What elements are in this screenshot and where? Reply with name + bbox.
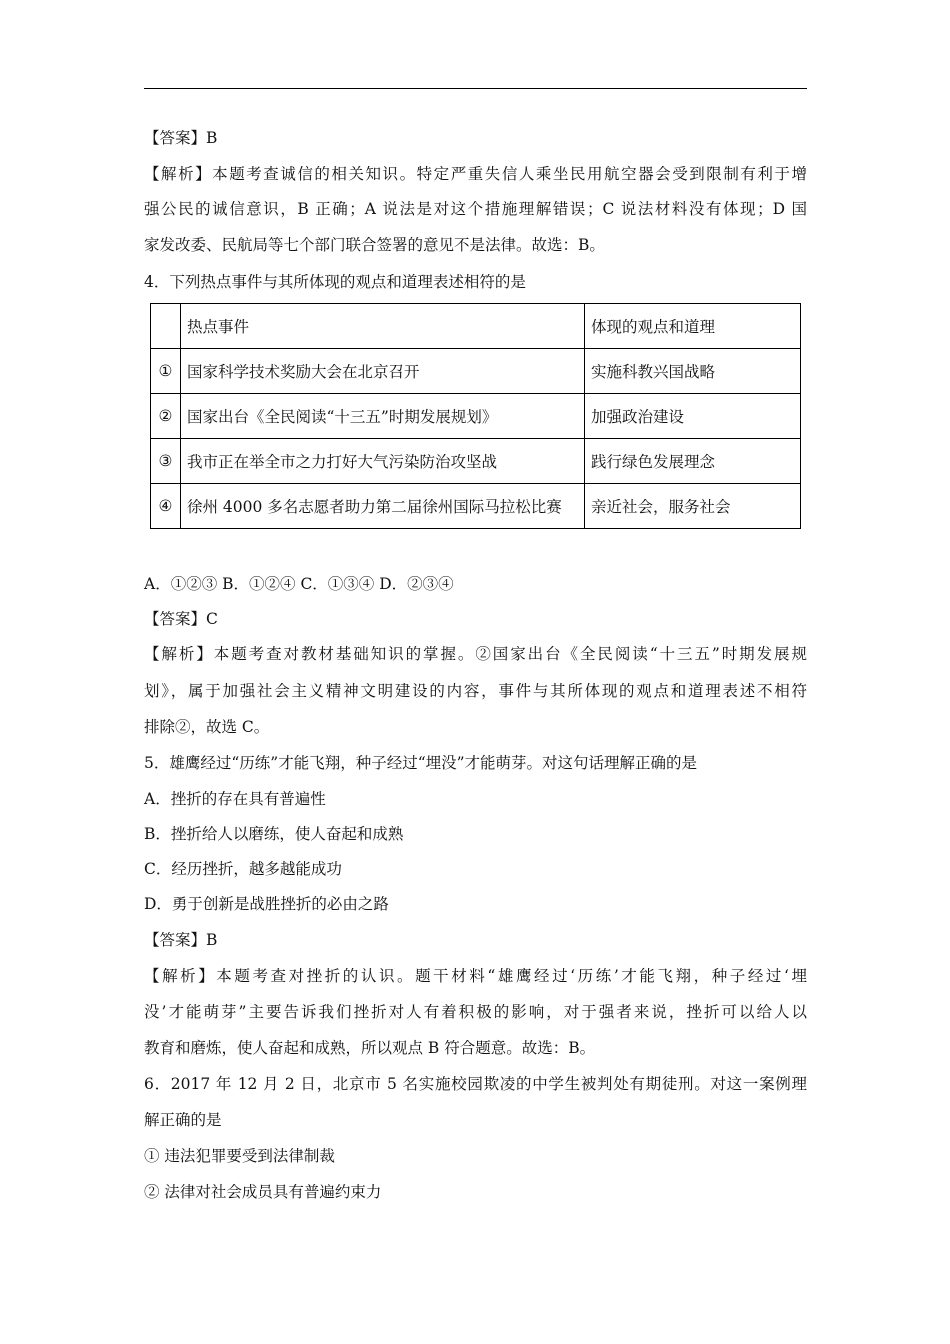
q5-option-c: C．经历挫折，越多越能成功 (144, 860, 342, 878)
q6-item-2: ② 法律对社会成员具有普遍约束力 (144, 1183, 382, 1201)
q3-analysis-line-2: 强公民的诚信意识，B 正确；A 说法是对这个措施理解错误；C 说法材料没有体现；D 国 (144, 200, 807, 218)
q5-analysis-line-3: 教育和磨炼，使人奋起和成熟，所以观点 B 符合题意。故选：B。 (144, 1039, 596, 1057)
header-rule (144, 88, 807, 89)
q5-answer: 【答案】B (144, 931, 218, 949)
table-cell-principle: 亲近社会，服务社会 (585, 484, 801, 529)
table-cell-number: ① (151, 349, 181, 394)
q6-item-1: ① 违法犯罪要受到法律制裁 (144, 1147, 335, 1165)
table-row (151, 349, 801, 394)
table-cell-event: 徐州 4000 多名志愿者助力第二届徐州国际马拉松比赛 (181, 484, 585, 529)
q5-option-a: A．挫折的存在具有普遍性 (144, 790, 326, 808)
q5-option-d: D．勇于创新是战胜挫折的必由之路 (144, 895, 389, 913)
table-cell-number: ③ (151, 439, 181, 484)
table-row (151, 394, 801, 439)
q4-analysis-line-2: 划》，属于加强社会主义精神文明建设的内容，事件与其所体现的观点和道理表述不相符 (144, 682, 807, 700)
q6-stem-line-1: 6．2017 年 12 月 2 日，北京市 5 名实施校园欺凌的中学生被判处有期徒刑。对这一案例理 (144, 1075, 807, 1093)
q6-stem-line-2: 解正确的是 (144, 1111, 222, 1129)
q4-answer: 【答案】C (144, 610, 218, 628)
table-cell-principle: 践行绿色发展理念 (585, 439, 801, 484)
q3-answer: 【答案】B (144, 129, 218, 147)
q5-analysis-line-2: 没’才能萌芽”主要告诉我们挫折对人有着积极的影响，对于强者来说，挫折可以给人以 (144, 1003, 807, 1021)
q3-analysis-line-1: 【解析】本题考查诚信的相关知识。特定严重失信人乘坐民用航空器会受到限制有利于增 (144, 165, 807, 183)
q5-option-b: B．挫折给人以磨练，使人奋起和成熟 (144, 825, 404, 843)
q4-options: A．①②③ B．①②④ C．①③④ D．②③④ (144, 575, 454, 593)
table-header-cell (151, 304, 181, 349)
table-header-cell: 体现的观点和道理 (585, 304, 801, 349)
table-cell-event: 国家科学技术奖励大会在北京召开 (181, 349, 585, 394)
table-cell-number: ④ (151, 484, 181, 529)
q4-analysis-line-1: 【解析】本题考查对教材基础知识的掌握。②国家出台《全民阅读“十三五”时期发展规 (144, 645, 807, 663)
q4-analysis-line-3: 排除②，故选 C。 (144, 718, 270, 736)
table-row (151, 484, 801, 529)
table-cell-number: ② (151, 394, 181, 439)
table-cell-principle: 实施科教兴国战略 (585, 349, 801, 394)
table-cell-principle: 加强政治建设 (585, 394, 801, 439)
q5-analysis-line-1: 【解析】本题考查对挫折的认识。题干材料“雄鹰经过‘历练’才能飞翔，种子经过‘埋 (144, 967, 807, 985)
q5-stem: 5．雄鹰经过“历练”才能飞翔，种子经过“埋没”才能萌芽。对这句话理解正确的是 (144, 754, 698, 772)
table-cell-event: 国家出台《全民阅读“十三五”时期发展规划》 (181, 394, 585, 439)
q4-table (150, 303, 801, 529)
table-cell-event: 我市正在举全市之力打好大气污染防治攻坚战 (181, 439, 585, 484)
table-header-cell: 热点事件 (181, 304, 585, 349)
table-row (151, 439, 801, 484)
table-header-row (151, 304, 801, 349)
q3-analysis-line-3: 家发改委、民航局等七个部门联合签署的意见不是法律。故选：B。 (144, 236, 605, 254)
q4-stem: 4．下列热点事件与其所体现的观点和道理表述相符的是 (144, 273, 526, 291)
